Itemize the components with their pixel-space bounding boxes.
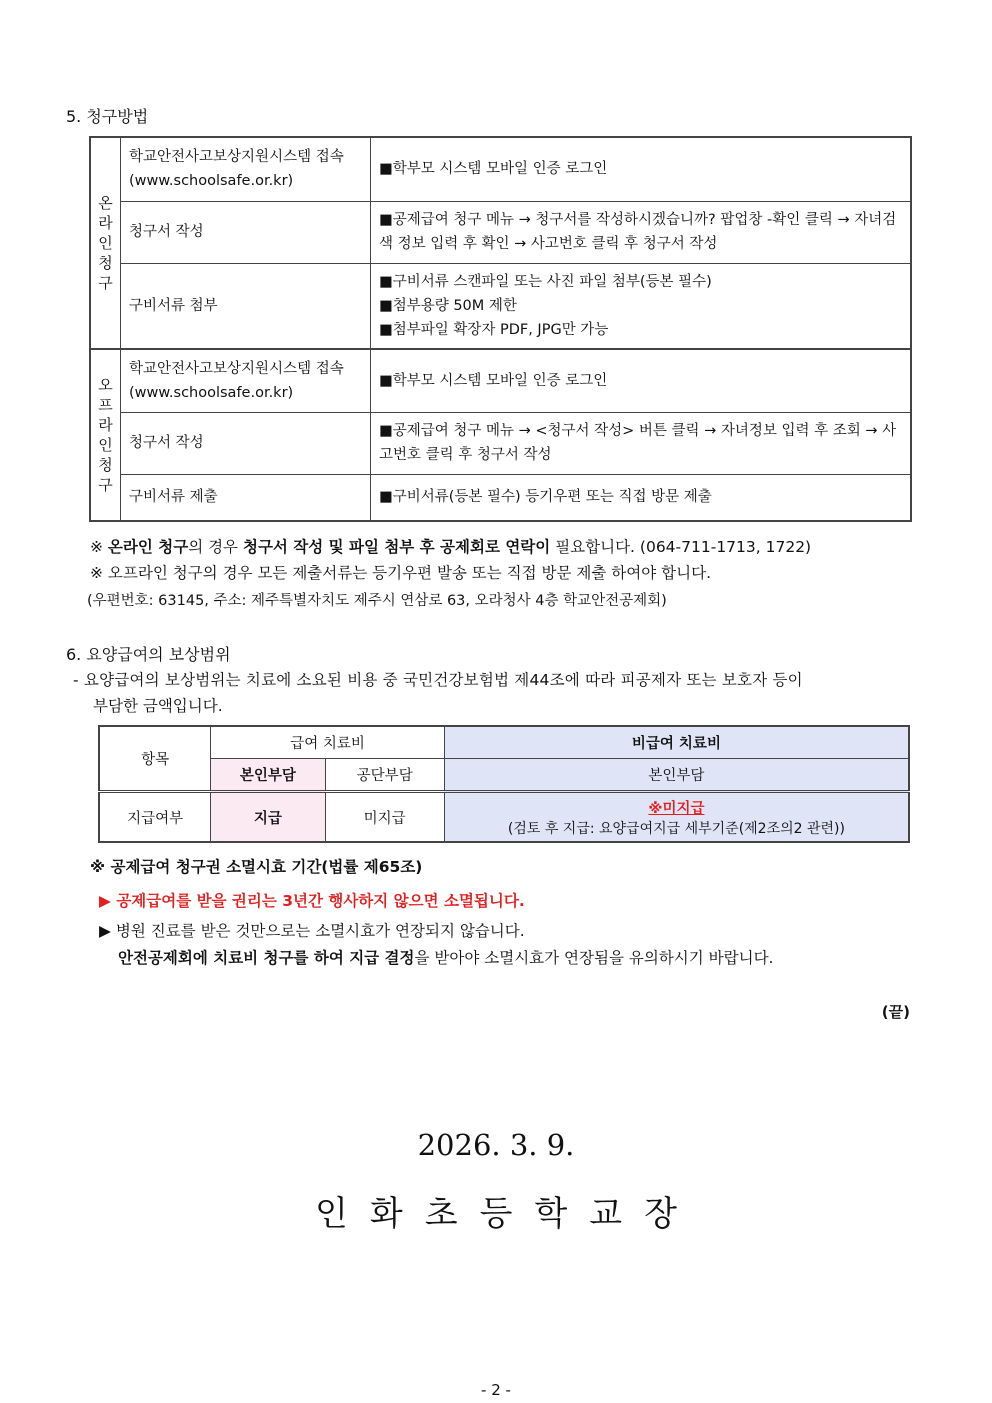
covered-self-value: 지급 bbox=[211, 792, 325, 843]
section-6-title: 6. 요양급여의 보상범위 bbox=[66, 645, 231, 664]
note1-mid: 의 경우 bbox=[188, 538, 243, 556]
online-side-char: 라 bbox=[98, 214, 113, 232]
end-mark: (끝) bbox=[881, 1003, 910, 1021]
online-row3-item2: ■첨부용량 50M 제한 bbox=[379, 297, 517, 314]
offline-side-char: 라 bbox=[98, 416, 113, 434]
coverage-table bbox=[98, 725, 910, 843]
covered-public-value: 미지급 bbox=[325, 792, 444, 843]
online-side-char: 인 bbox=[98, 234, 113, 252]
note1-prefix: ※ bbox=[90, 538, 108, 556]
covered-public-header: 공단부담 bbox=[325, 759, 444, 792]
offline-row3-value: ■구비서류(등본 필수) 등기우편 또는 직접 방문 제출 bbox=[371, 474, 912, 521]
online-row1-value: ■학부모 시스템 모바일 인증 로그인 bbox=[371, 137, 912, 201]
col-item-header: 항목 bbox=[99, 726, 211, 792]
offline-claim-note: ※ 오프라인 청구의 경우 모든 제출서류는 등기우편 발송 또는 직접 방문 제출 하여야 합니다. bbox=[90, 564, 711, 582]
limitation-bullet-3-rest: 을 받아야 소멸시효가 연장됨을 유의하시기 바랍니다. bbox=[414, 949, 774, 967]
offline-side-char: 프 bbox=[98, 396, 113, 414]
claim-method-table bbox=[89, 136, 912, 522]
online-row3-value bbox=[371, 263, 912, 349]
online-row1-label: 학교안전사고보상지원시스템 접속 (www.schoolsafe.or.kr) bbox=[121, 137, 371, 201]
online-side-char: 구 bbox=[98, 274, 113, 292]
covered-header: 급여 치료비 bbox=[211, 726, 445, 759]
online-claim-header bbox=[90, 137, 121, 349]
offline-claim-vertical-label bbox=[91, 375, 120, 495]
online-row2-label: 청구서 작성 bbox=[121, 201, 371, 263]
document-date: 2026. 3. 9. bbox=[417, 1128, 575, 1162]
online-row3-item1: ■구비서류 스캔파일 또는 사진 파일 첨부(등본 필수) bbox=[379, 273, 712, 290]
offline-side-char: 청 bbox=[98, 456, 113, 474]
limitation-bullet-2: ▶ 병원 진료를 받은 것만으로는 소멸시효가 연장되지 않습니다. bbox=[99, 922, 525, 940]
coverage-desc-line1: - 요양급여의 보상범위는 치료에 소요된 비용 중 국민건강보험법 제44조에 따라 피공제자 또는 보호자 등이 bbox=[73, 671, 803, 689]
note1-bold1: 온라인 청구 bbox=[107, 538, 189, 556]
coverage-desc-line2: 부담한 금액입니다. bbox=[93, 697, 223, 715]
offline-row1-value: ■학부모 시스템 모바일 인증 로그인 bbox=[371, 349, 912, 412]
section-5-title: 5. 청구방법 bbox=[66, 107, 149, 126]
page-number: - 2 - bbox=[481, 1381, 511, 1399]
note1-suffix: 필요합니다. (064-711-1713, 1722) bbox=[550, 538, 812, 556]
online-claim-vertical-label bbox=[91, 193, 120, 293]
signer-name: 인화초등학교장 bbox=[315, 1194, 699, 1234]
offline-claim-header bbox=[90, 349, 121, 521]
online-claim-note bbox=[90, 535, 811, 557]
non-covered-note: (검토 후 지급: 요양급여지급 세부기준(제2조의2 관련)) bbox=[507, 820, 845, 837]
online-side-char: 온 bbox=[98, 194, 113, 212]
offline-side-char: 인 bbox=[98, 436, 113, 454]
online-row3-label: 구비서류 첨부 bbox=[121, 263, 371, 349]
non-covered-value: ※미지급 bbox=[648, 800, 705, 817]
offline-side-char: 구 bbox=[98, 476, 113, 494]
online-side-char: 청 bbox=[98, 254, 113, 272]
offline-side-char: 오 bbox=[98, 376, 113, 394]
non-covered-header: 비급여 치료비 bbox=[444, 726, 909, 759]
address-note: (우편번호: 63145, 주소: 제주특별자치도 제주시 연삼로 63, 오라청사 4층 학교안전공제회) bbox=[87, 593, 667, 609]
limitation-bullet-1: ▶ 공제급여를 받을 권리는 3년간 행사하지 않으면 소멸됩니다. bbox=[99, 892, 525, 910]
note1-bold2: 청구서 작성 및 파일 첨부 후 공제회로 연락이 bbox=[242, 538, 551, 556]
offline-row1-label: 학교안전사고보상지원시스템 접속 (www.schoolsafe.or.kr) bbox=[121, 349, 371, 412]
non-covered-value-cell bbox=[444, 792, 909, 843]
limitation-bullet-3-bold: 안전공제회에 치료비 청구를 하여 지급 결정 bbox=[118, 949, 415, 967]
offline-row3-label: 구비서류 제출 bbox=[121, 474, 371, 521]
non-covered-self-header: 본인부담 bbox=[444, 759, 909, 792]
offline-row2-label: 청구서 작성 bbox=[121, 412, 371, 474]
payment-row-label: 지급여부 bbox=[99, 792, 211, 843]
offline-row2-value: ■공제급여 청구 메뉴 → <청구서 작성> 버튼 클릭 → 자녀정보 입력 후 조회 → 사고번호 클릭 후 청구서 작성 bbox=[371, 412, 912, 474]
limitation-bullet-3 bbox=[118, 946, 773, 968]
covered-self-header: 본인부담 bbox=[211, 759, 325, 792]
online-row2-value: ■공제급여 청구 메뉴 → 청구서를 작성하시겠습니까? 팝업창 -확인 클릭 → 자녀검색 정보 입력 후 확인 → 사고번호 클릭 후 청구서 작성 bbox=[371, 201, 912, 263]
limitation-title: ※ 공제급여 청구권 소멸시효 기간(법률 제65조) bbox=[90, 858, 423, 876]
online-row3-item3: ■첨부파일 확장자 PDF, JPG만 가능 bbox=[379, 321, 609, 338]
